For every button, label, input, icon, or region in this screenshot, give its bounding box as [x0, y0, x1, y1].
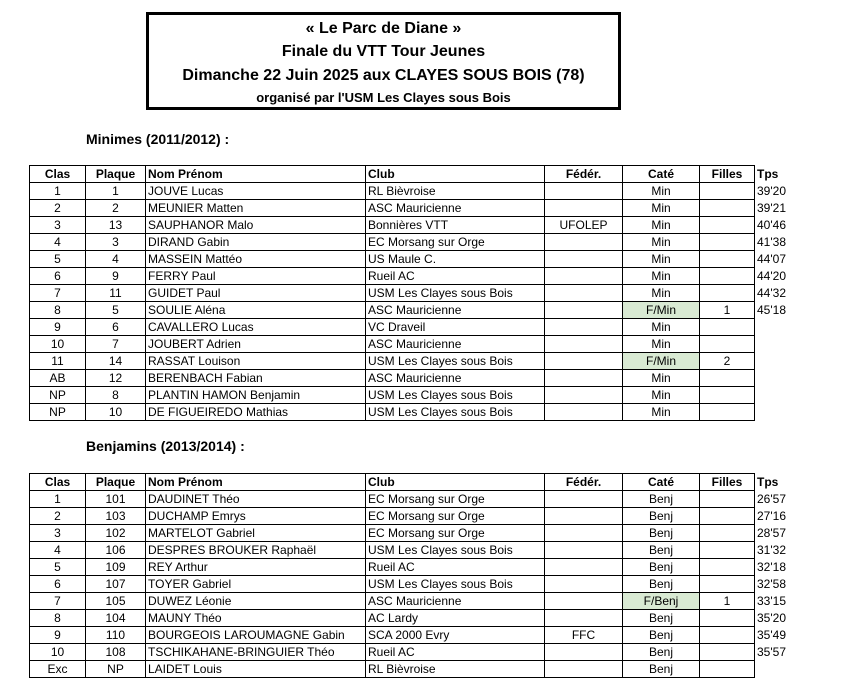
cell-time — [755, 336, 795, 353]
cell-plate: 103 — [86, 508, 146, 525]
cell-category: Min — [623, 234, 700, 251]
cell-category: Min — [623, 319, 700, 336]
cell-name: SAUPHANOR Malo — [146, 217, 366, 234]
cell-club: USM Les Clayes sous Bois — [366, 285, 545, 302]
cell-plate: 5 — [86, 302, 146, 319]
table-row — [30, 353, 795, 370]
cell-federation — [545, 183, 623, 200]
cell-federation — [545, 353, 623, 370]
cell-club: ASC Mauricienne — [366, 200, 545, 217]
table-row — [30, 576, 795, 593]
cell-plate: 10 — [86, 404, 146, 421]
cell-rank: 8 — [30, 610, 86, 627]
cell-name: DESPRES BROUKER Raphaël — [146, 542, 366, 559]
cell-rank: 7 — [30, 285, 86, 302]
column-header-name: Nom Prénom — [146, 166, 366, 183]
table-row — [30, 661, 795, 678]
cell-category: Benj — [623, 644, 700, 661]
cell-category: F/Min — [623, 302, 700, 319]
cell-category: Min — [623, 200, 700, 217]
table-row — [30, 508, 795, 525]
cell-club: Bonnières VTT — [366, 217, 545, 234]
cell-girls-rank — [700, 370, 755, 387]
cell-federation — [545, 285, 623, 302]
cell-time: 40'46 — [755, 217, 795, 234]
cell-time: 26'57 — [755, 491, 795, 508]
cell-club: USM Les Clayes sous Bois — [366, 576, 545, 593]
table-row — [30, 387, 795, 404]
cell-club: US Maule C. — [366, 251, 545, 268]
cell-plate: 3 — [86, 234, 146, 251]
cell-category: Min — [623, 404, 700, 421]
cell-federation — [545, 593, 623, 610]
cell-plate: 2 — [86, 200, 146, 217]
cell-club: SCA 2000 Evry — [366, 627, 545, 644]
table-row — [30, 644, 795, 661]
cell-girls-rank — [700, 576, 755, 593]
event-date-place: Dimanche 22 Juin 2025 aux CLAYES SOUS BOIS (78) — [182, 67, 585, 84]
table-row — [30, 593, 795, 610]
cell-rank: Exc — [30, 661, 86, 678]
cell-time: 45'18 — [755, 302, 795, 319]
column-header-category: Caté — [623, 166, 700, 183]
cell-club: EC Morsang sur Orge — [366, 491, 545, 508]
cell-time — [755, 661, 795, 678]
cell-time — [755, 353, 795, 370]
cell-federation — [545, 542, 623, 559]
cell-federation — [545, 336, 623, 353]
table-row — [30, 200, 795, 217]
cell-federation — [545, 525, 623, 542]
minimes-results-table — [29, 165, 795, 421]
cell-rank: 5 — [30, 251, 86, 268]
table-header-row — [30, 166, 795, 183]
cell-federation — [545, 576, 623, 593]
table-row — [30, 370, 795, 387]
cell-category: Benj — [623, 508, 700, 525]
cell-federation — [545, 661, 623, 678]
cell-girls-rank — [700, 285, 755, 302]
cell-club: EC Morsang sur Orge — [366, 525, 545, 542]
cell-name: BERENBACH Fabian — [146, 370, 366, 387]
cell-time: 33'15 — [755, 593, 795, 610]
cell-rank: 3 — [30, 217, 86, 234]
event-name: « Le Parc de Diane » — [305, 20, 462, 37]
cell-club: RL Bièvroise — [366, 661, 545, 678]
cell-club: ASC Mauricienne — [366, 302, 545, 319]
cell-girls-rank — [700, 183, 755, 200]
cell-plate: 4 — [86, 251, 146, 268]
section-title-benjamins: Benjamins (2013/2014) : — [86, 438, 245, 454]
cell-girls-rank — [700, 491, 755, 508]
cell-federation — [545, 404, 623, 421]
cell-federation: UFOLEP — [545, 217, 623, 234]
cell-plate: 108 — [86, 644, 146, 661]
cell-time: 27'16 — [755, 508, 795, 525]
cell-girls-rank — [700, 644, 755, 661]
cell-name: SOULIE Aléna — [146, 302, 366, 319]
section-title-minimes: Minimes (2011/2012) : — [86, 131, 230, 147]
cell-time: 41'38 — [755, 234, 795, 251]
cell-name: CAVALLERO Lucas — [146, 319, 366, 336]
cell-rank: 5 — [30, 559, 86, 576]
cell-name: DUWEZ Léonie — [146, 593, 366, 610]
cell-plate: 107 — [86, 576, 146, 593]
cell-girls-rank — [700, 336, 755, 353]
cell-name: DUCHAMP Emrys — [146, 508, 366, 525]
cell-time — [755, 319, 795, 336]
cell-name: MAUNY Théo — [146, 610, 366, 627]
cell-girls-rank — [700, 200, 755, 217]
event-organizer: organisé par l'USM Les Clayes sous Bois — [256, 90, 511, 105]
cell-club: USM Les Clayes sous Bois — [366, 404, 545, 421]
cell-name: LAIDET Louis — [146, 661, 366, 678]
cell-girls-rank — [700, 661, 755, 678]
cell-rank: 10 — [30, 336, 86, 353]
cell-club: ASC Mauricienne — [366, 593, 545, 610]
cell-category: Min — [623, 251, 700, 268]
cell-name: BOURGEOIS LAROUMAGNE Gabin — [146, 627, 366, 644]
column-header-time: Tps — [755, 474, 795, 491]
cell-girls-rank — [700, 217, 755, 234]
cell-rank: AB — [30, 370, 86, 387]
table-row — [30, 183, 795, 200]
cell-federation — [545, 491, 623, 508]
column-header-club: Club — [366, 166, 545, 183]
cell-rank: 3 — [30, 525, 86, 542]
cell-category: Benj — [623, 627, 700, 644]
cell-club: RL Bièvroise — [366, 183, 545, 200]
cell-plate: 7 — [86, 336, 146, 353]
cell-category: Benj — [623, 559, 700, 576]
table-row — [30, 319, 795, 336]
cell-category: Benj — [623, 661, 700, 678]
column-header-rank: Clas — [30, 474, 86, 491]
table-row — [30, 285, 795, 302]
cell-club: USM Les Clayes sous Bois — [366, 353, 545, 370]
cell-rank: 1 — [30, 183, 86, 200]
cell-girls-rank — [700, 319, 755, 336]
cell-name: JOUBERT Adrien — [146, 336, 366, 353]
cell-time: 32'18 — [755, 559, 795, 576]
column-header-girls-rank: Filles — [700, 166, 755, 183]
table-row — [30, 336, 795, 353]
cell-name: JOUVE Lucas — [146, 183, 366, 200]
cell-plate: NP — [86, 661, 146, 678]
cell-girls-rank: 2 — [700, 353, 755, 370]
cell-time: 32'58 — [755, 576, 795, 593]
cell-federation — [545, 610, 623, 627]
column-header-plate: Plaque — [86, 166, 146, 183]
cell-time — [755, 387, 795, 404]
cell-girls-rank — [700, 542, 755, 559]
cell-name: MASSEIN Mattéo — [146, 251, 366, 268]
column-header-federation: Fédér. — [545, 474, 623, 491]
cell-plate: 9 — [86, 268, 146, 285]
table-row — [30, 491, 795, 508]
cell-time — [755, 404, 795, 421]
cell-category: Min — [623, 387, 700, 404]
cell-time: 44'32 — [755, 285, 795, 302]
column-header-rank: Clas — [30, 166, 86, 183]
column-header-name: Nom Prénom — [146, 474, 366, 491]
cell-category: Min — [623, 217, 700, 234]
cell-federation — [545, 387, 623, 404]
cell-rank: 7 — [30, 593, 86, 610]
cell-plate: 11 — [86, 285, 146, 302]
cell-category: Min — [623, 336, 700, 353]
cell-girls-rank — [700, 251, 755, 268]
cell-rank: 2 — [30, 200, 86, 217]
cell-rank: 11 — [30, 353, 86, 370]
table-row — [30, 302, 795, 319]
cell-girls-rank — [700, 234, 755, 251]
cell-federation — [545, 302, 623, 319]
cell-club: ASC Mauricienne — [366, 336, 545, 353]
cell-girls-rank: 1 — [700, 593, 755, 610]
cell-category: Min — [623, 268, 700, 285]
cell-name: TSCHIKAHANE-BRINGUIER Théo — [146, 644, 366, 661]
cell-time: 35'49 — [755, 627, 795, 644]
cell-girls-rank — [700, 610, 755, 627]
cell-federation — [545, 644, 623, 661]
column-header-time: Tps — [755, 166, 795, 183]
cell-rank: 6 — [30, 576, 86, 593]
cell-name: RASSAT Louison — [146, 353, 366, 370]
cell-club: Rueil AC — [366, 268, 545, 285]
cell-name: GUIDET Paul — [146, 285, 366, 302]
cell-rank: NP — [30, 404, 86, 421]
cell-club: Rueil AC — [366, 559, 545, 576]
cell-name: MEUNIER Matten — [146, 200, 366, 217]
cell-club: AC Lardy — [366, 610, 545, 627]
cell-club: USM Les Clayes sous Bois — [366, 542, 545, 559]
cell-category: Benj — [623, 576, 700, 593]
cell-federation — [545, 268, 623, 285]
cell-rank: 9 — [30, 627, 86, 644]
table-row — [30, 542, 795, 559]
table-row — [30, 404, 795, 421]
cell-time: 39'20 — [755, 183, 795, 200]
cell-name: PLANTIN HAMON Benjamin — [146, 387, 366, 404]
cell-category: F/Min — [623, 353, 700, 370]
cell-federation — [545, 251, 623, 268]
event-subtitle: Finale du VTT Tour Jeunes — [281, 43, 486, 60]
cell-time: 35'20 — [755, 610, 795, 627]
cell-time: 44'07 — [755, 251, 795, 268]
table-row — [30, 525, 795, 542]
cell-federation — [545, 319, 623, 336]
cell-plate: 106 — [86, 542, 146, 559]
cell-girls-rank — [700, 387, 755, 404]
benjamins-results-table — [29, 473, 795, 678]
cell-plate: 104 — [86, 610, 146, 627]
cell-rank: NP — [30, 387, 86, 404]
cell-girls-rank — [700, 559, 755, 576]
table-row — [30, 559, 795, 576]
cell-name: REY Arthur — [146, 559, 366, 576]
cell-category: Min — [623, 285, 700, 302]
table-row — [30, 251, 795, 268]
cell-name: MARTELOT Gabriel — [146, 525, 366, 542]
cell-name: TOYER Gabriel — [146, 576, 366, 593]
cell-plate: 101 — [86, 491, 146, 508]
cell-club: USM Les Clayes sous Bois — [366, 387, 545, 404]
cell-plate: 110 — [86, 627, 146, 644]
cell-plate: 1 — [86, 183, 146, 200]
cell-plate: 102 — [86, 525, 146, 542]
cell-girls-rank — [700, 404, 755, 421]
cell-plate: 8 — [86, 387, 146, 404]
cell-girls-rank — [700, 508, 755, 525]
cell-federation — [545, 234, 623, 251]
cell-category: Benj — [623, 542, 700, 559]
cell-federation — [545, 508, 623, 525]
cell-plate: 105 — [86, 593, 146, 610]
cell-rank: 1 — [30, 491, 86, 508]
cell-federation — [545, 200, 623, 217]
table-row — [30, 627, 795, 644]
cell-girls-rank — [700, 627, 755, 644]
cell-plate: 12 — [86, 370, 146, 387]
cell-category: Min — [623, 183, 700, 200]
title-box — [146, 12, 621, 110]
cell-plate: 13 — [86, 217, 146, 234]
cell-federation — [545, 559, 623, 576]
cell-federation — [545, 370, 623, 387]
cell-federation: FFC — [545, 627, 623, 644]
cell-rank: 9 — [30, 319, 86, 336]
cell-name: DIRAND Gabin — [146, 234, 366, 251]
cell-category: Benj — [623, 491, 700, 508]
table-row — [30, 268, 795, 285]
cell-time: 44'20 — [755, 268, 795, 285]
table-row — [30, 217, 795, 234]
column-header-federation: Fédér. — [545, 166, 623, 183]
cell-category: Benj — [623, 525, 700, 542]
cell-club: EC Morsang sur Orge — [366, 234, 545, 251]
cell-time — [755, 370, 795, 387]
cell-girls-rank — [700, 268, 755, 285]
cell-club: EC Morsang sur Orge — [366, 508, 545, 525]
cell-category: Benj — [623, 610, 700, 627]
column-header-club: Club — [366, 474, 545, 491]
cell-club: VC Draveil — [366, 319, 545, 336]
column-header-girls-rank: Filles — [700, 474, 755, 491]
cell-rank: 6 — [30, 268, 86, 285]
cell-name: DE FIGUEIREDO Mathias — [146, 404, 366, 421]
cell-plate: 109 — [86, 559, 146, 576]
cell-girls-rank: 1 — [700, 302, 755, 319]
cell-time: 35'57 — [755, 644, 795, 661]
cell-time: 31'32 — [755, 542, 795, 559]
cell-club: ASC Mauricienne — [366, 370, 545, 387]
cell-rank: 10 — [30, 644, 86, 661]
cell-rank: 8 — [30, 302, 86, 319]
cell-time: 28'57 — [755, 525, 795, 542]
column-header-plate: Plaque — [86, 474, 146, 491]
cell-plate: 14 — [86, 353, 146, 370]
table-row — [30, 234, 795, 251]
cell-category: F/Benj — [623, 593, 700, 610]
cell-rank: 2 — [30, 508, 86, 525]
cell-category: Min — [623, 370, 700, 387]
table-header-row — [30, 474, 795, 491]
table-row — [30, 610, 795, 627]
cell-rank: 4 — [30, 542, 86, 559]
cell-name: FERRY Paul — [146, 268, 366, 285]
cell-club: Rueil AC — [366, 644, 545, 661]
cell-rank: 4 — [30, 234, 86, 251]
cell-time: 39'21 — [755, 200, 795, 217]
cell-plate: 6 — [86, 319, 146, 336]
cell-name: DAUDINET Théo — [146, 491, 366, 508]
cell-girls-rank — [700, 525, 755, 542]
column-header-category: Caté — [623, 474, 700, 491]
